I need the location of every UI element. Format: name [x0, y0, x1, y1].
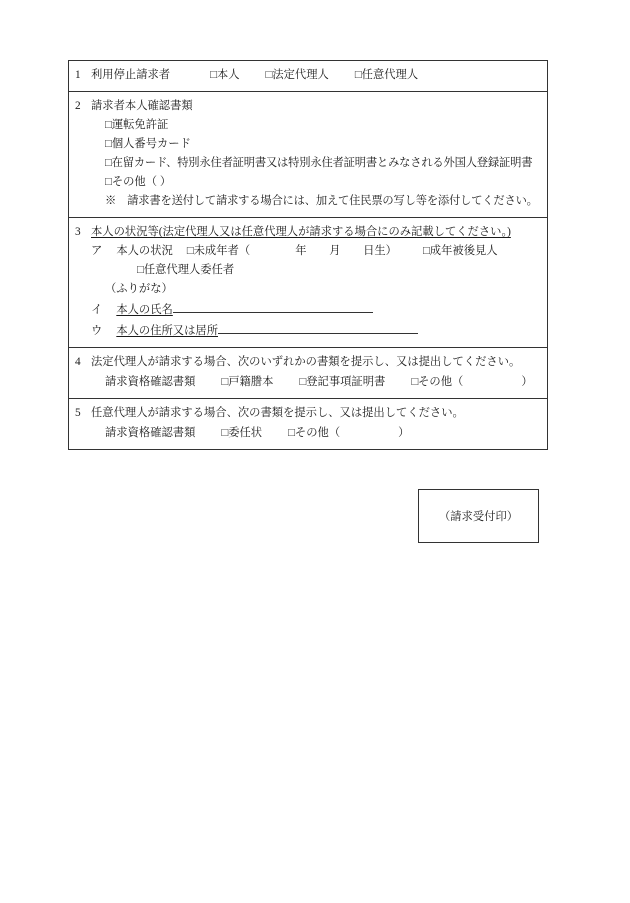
- stamp-box: [418, 489, 539, 543]
- form-table: [68, 60, 548, 450]
- section-2-title: 請求者本人確認書類: [91, 100, 193, 112]
- section-5-number: 5: [75, 407, 81, 419]
- stamp-label: （請求受付印）: [438, 511, 519, 523]
- table-row-section-5: [69, 399, 547, 449]
- checkbox-drivers-license[interactable]: □運転免許証: [105, 119, 169, 131]
- section-5-options-line: [75, 423, 541, 443]
- label-shikaku-kakunin-5: 請求資格確認書類: [105, 427, 196, 439]
- section-1-number: 1: [75, 69, 81, 81]
- checkbox-my-number-card[interactable]: □個人番号カード: [105, 138, 191, 150]
- marker-i: イ: [91, 304, 103, 316]
- marker-a: ア: [91, 245, 103, 257]
- section-2-body: [69, 92, 547, 217]
- section-2-note: ※ 請求書を送付して請求する場合には、加えて住民票の写し等を添付してください。: [105, 195, 538, 207]
- checkbox-nini-dairinin-inin[interactable]: □任意代理人委任者: [137, 264, 235, 276]
- section-4-options-line: [75, 372, 541, 392]
- label-honnin-joukyou: 本人の状況: [116, 245, 173, 257]
- label-furigana: （ふりがな）: [105, 283, 173, 295]
- table-row-section-1: [69, 61, 547, 92]
- checkbox-touki-jikou-shoumei[interactable]: □登記事項証明書: [299, 376, 386, 388]
- section-3-body: [69, 218, 547, 347]
- section-4-title: 法定代理人が請求する場合、次のいずれかの書類を提示し、又は提出してください。: [91, 356, 521, 368]
- checkbox-other-document[interactable]: □その他（ ）: [105, 176, 172, 188]
- input-honnin-juusho[interactable]: [218, 320, 418, 334]
- section-1-body: [69, 61, 547, 91]
- checkbox-koseki-tohon[interactable]: □戸籍謄本: [221, 376, 274, 388]
- section-1-title: 利用停止請求者: [91, 69, 171, 81]
- label-honnin-shimei: 本人の氏名: [116, 304, 173, 316]
- section-4-title-line: [75, 353, 541, 372]
- table-row-section-3: [69, 218, 547, 348]
- section-5-title-line: [75, 404, 541, 423]
- checkbox-other-5[interactable]: □その他（: [288, 427, 341, 439]
- section-3-row-a: [75, 242, 541, 261]
- marker-u: ウ: [91, 325, 103, 337]
- paren-close-4: ）: [521, 376, 533, 388]
- checkbox-honnin[interactable]: □本人: [210, 69, 240, 81]
- section-3-number: 3: [75, 226, 81, 238]
- checkbox-other-4[interactable]: □その他（: [411, 376, 464, 388]
- checkbox-nini-dairinin[interactable]: □任意代理人: [354, 69, 419, 81]
- paren-close-5: ）: [398, 427, 410, 439]
- checkbox-houtei-dairinin[interactable]: □法定代理人: [265, 69, 329, 81]
- input-honnin-shimei[interactable]: [173, 299, 373, 313]
- checkbox-minor[interactable]: □未成年者（ 年 月 日生）: [186, 245, 397, 257]
- section-5-title: 任意代理人が請求する場合、次の書類を提示し、又は提出してください。: [91, 407, 464, 419]
- section-4-body: [69, 348, 547, 398]
- section-3-title: 本人の状況等(法定代理人又は任意代理人が請求する場合にのみ記載してください。): [91, 226, 511, 238]
- checkbox-adult-ward[interactable]: □成年被後見人: [422, 245, 498, 257]
- section-3-row-b: [75, 299, 541, 320]
- table-row-section-4: [69, 348, 547, 399]
- section-3-title-line: [75, 223, 541, 242]
- section-2-number: 2: [75, 100, 81, 112]
- section-1-line: [75, 66, 541, 85]
- checkbox-ininjou[interactable]: □委任状: [221, 427, 263, 439]
- section-2-title-line: [75, 97, 541, 116]
- input-other-5[interactable]: [340, 423, 398, 436]
- table-row-section-2: [69, 92, 547, 218]
- section-5-body: [69, 399, 547, 449]
- label-shikaku-kakunin-4: 請求資格確認書類: [105, 376, 196, 388]
- input-other-4[interactable]: [463, 372, 521, 385]
- section-4-number: 4: [75, 356, 81, 368]
- section-3-row-c: [75, 320, 541, 341]
- label-honnin-juusho: 本人の住所又は居所: [116, 325, 218, 337]
- checkbox-residence-card[interactable]: □在留カード、特別永住者証明書又は特別永住者証明書とみなされる外国人登録証明書: [105, 157, 533, 169]
